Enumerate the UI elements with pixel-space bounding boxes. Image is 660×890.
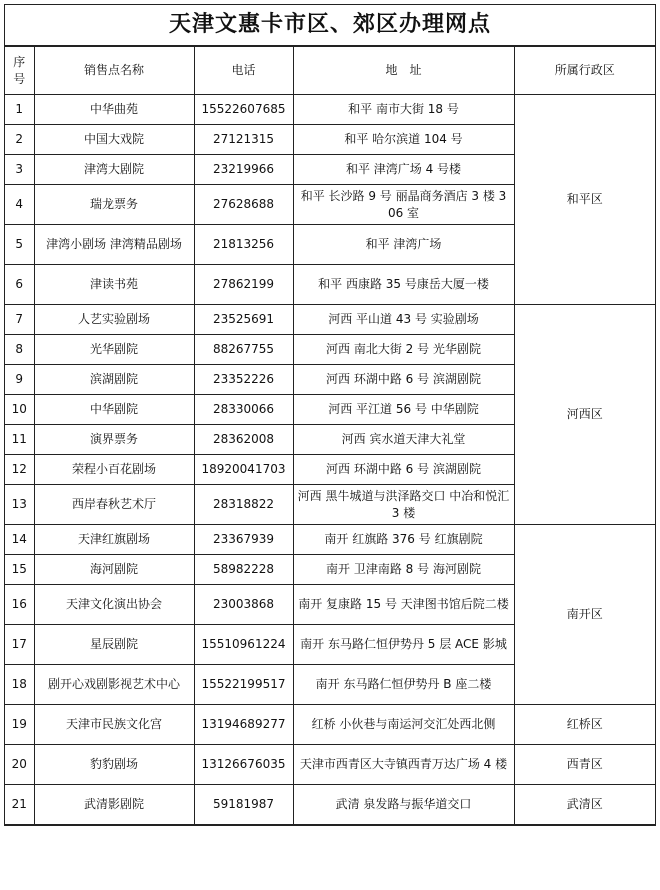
row-no: 10 (5, 395, 34, 425)
table-row (5, 745, 655, 785)
outlet-name: 瑞龙票务 (34, 185, 194, 225)
outlet-phone: 23367939 (194, 525, 293, 555)
outlet-name: 人艺实验剧场 (34, 305, 194, 335)
row-no: 21 (5, 785, 34, 825)
document-sheet (4, 4, 656, 826)
row-no: 20 (5, 745, 34, 785)
outlet-address: 和平 哈尔滨道 104 号 (293, 125, 514, 155)
outlet-phone: 58982228 (194, 555, 293, 585)
outlet-address: 和平 南市大街 18 号 (293, 95, 514, 125)
outlet-address: 南开 红旗路 376 号 红旗剧院 (293, 525, 514, 555)
outlet-name: 滨湖剧院 (34, 365, 194, 395)
row-no: 11 (5, 425, 34, 455)
outlet-phone: 27628688 (194, 185, 293, 225)
table-row (5, 305, 655, 335)
district-cell: 和平区 (514, 95, 655, 305)
row-no: 7 (5, 305, 34, 335)
outlet-address: 和平 西康路 35 号康岳大厦一楼 (293, 265, 514, 305)
outlet-address: 和平 津湾广场 4 号楼 (293, 155, 514, 185)
outlet-phone: 18920041703 (194, 455, 293, 485)
outlet-phone: 15522607685 (194, 95, 293, 125)
row-no: 5 (5, 225, 34, 265)
outlet-address: 南开 卫津南路 8 号 海河剧院 (293, 555, 514, 585)
outlet-name: 武清影剧院 (34, 785, 194, 825)
outlet-name: 中华曲苑 (34, 95, 194, 125)
outlet-phone: 21813256 (194, 225, 293, 265)
row-no: 13 (5, 485, 34, 525)
row-no: 18 (5, 665, 34, 705)
district-cell: 南开区 (514, 525, 655, 705)
row-no: 6 (5, 265, 34, 305)
table-row (5, 95, 655, 125)
header-address: 地 址 (293, 47, 514, 95)
district-cell: 武清区 (514, 785, 655, 825)
outlets-table (5, 46, 655, 825)
outlet-name: 天津市民族文化宫 (34, 705, 194, 745)
outlet-address: 南开 东马路仁恒伊势丹 B 座二楼 (293, 665, 514, 705)
outlet-phone: 13126676035 (194, 745, 293, 785)
outlet-name: 海河剧院 (34, 555, 194, 585)
outlet-phone: 13194689277 (194, 705, 293, 745)
row-no: 2 (5, 125, 34, 155)
row-no: 12 (5, 455, 34, 485)
header-name: 销售点名称 (34, 47, 194, 95)
outlet-address: 河西 环湖中路 6 号 滨湖剧院 (293, 455, 514, 485)
outlet-name: 西岸春秋艺术厅 (34, 485, 194, 525)
outlet-address: 河西 平江道 56 号 中华剧院 (293, 395, 514, 425)
row-no: 3 (5, 155, 34, 185)
outlet-phone: 27862199 (194, 265, 293, 305)
outlet-name: 星辰剧院 (34, 625, 194, 665)
outlet-phone: 88267755 (194, 335, 293, 365)
outlet-name: 荣程小百花剧场 (34, 455, 194, 485)
outlet-name: 天津红旗剧场 (34, 525, 194, 555)
outlet-address: 河西 环湖中路 6 号 滨湖剧院 (293, 365, 514, 395)
outlet-phone: 23219966 (194, 155, 293, 185)
outlet-name: 中华剧院 (34, 395, 194, 425)
outlet-phone: 15522199517 (194, 665, 293, 705)
outlet-address: 南开 复康路 15 号 天津图书馆后院二楼 (293, 585, 514, 625)
row-no: 14 (5, 525, 34, 555)
outlet-address: 和平 津湾广场 (293, 225, 514, 265)
outlet-name: 剧开心戏剧影视艺术中心 (34, 665, 194, 705)
district-cell: 西青区 (514, 745, 655, 785)
outlet-address: 和平 长沙路 9 号 丽晶商务酒店 3 楼 306 室 (293, 185, 514, 225)
table-row (5, 525, 655, 555)
table-row (5, 705, 655, 745)
outlet-name: 津湾大剧院 (34, 155, 194, 185)
outlet-name: 中国大戏院 (34, 125, 194, 155)
district-cell: 河西区 (514, 305, 655, 525)
row-no: 19 (5, 705, 34, 745)
row-no: 1 (5, 95, 34, 125)
outlet-address: 红桥 小伙巷与南运河交汇处西北侧 (293, 705, 514, 745)
outlet-phone: 59181987 (194, 785, 293, 825)
outlet-name: 津读书苑 (34, 265, 194, 305)
outlet-name: 天津文化演出协会 (34, 585, 194, 625)
row-no: 8 (5, 335, 34, 365)
outlet-name: 演界票务 (34, 425, 194, 455)
row-no: 15 (5, 555, 34, 585)
outlet-address: 武清 泉发路与振华道交口 (293, 785, 514, 825)
outlet-phone: 23352226 (194, 365, 293, 395)
outlet-phone: 27121315 (194, 125, 293, 155)
outlet-name: 豹豹剧场 (34, 745, 194, 785)
district-cell: 红桥区 (514, 705, 655, 745)
outlet-address: 南开 东马路仁恒伊势丹 5 层 ACE 影城 (293, 625, 514, 665)
row-no: 17 (5, 625, 34, 665)
outlet-address: 河西 黑牛城道与洪泽路交口 中冶和悦汇 3 楼 (293, 485, 514, 525)
header-district: 所属行政区 (514, 47, 655, 95)
outlet-address: 天津市西青区大寺镇西青万达广场 4 楼 (293, 745, 514, 785)
outlet-phone: 28362008 (194, 425, 293, 455)
outlet-phone: 23003868 (194, 585, 293, 625)
outlet-name: 津湾小剧场 津湾精品剧场 (34, 225, 194, 265)
table-row (5, 785, 655, 825)
header-no: 序号 (5, 47, 34, 95)
outlet-address: 河西 南北大街 2 号 光华剧院 (293, 335, 514, 365)
header-phone: 电话 (194, 47, 293, 95)
outlet-name: 光华剧院 (34, 335, 194, 365)
outlet-address: 河西 平山道 43 号 实验剧场 (293, 305, 514, 335)
table-header-row (5, 47, 655, 95)
row-no: 4 (5, 185, 34, 225)
page-title: 天津文惠卡市区、郊区办理网点 (5, 5, 655, 46)
outlet-phone: 28318822 (194, 485, 293, 525)
row-no: 16 (5, 585, 34, 625)
row-no: 9 (5, 365, 34, 395)
outlet-phone: 15510961224 (194, 625, 293, 665)
outlet-phone: 28330066 (194, 395, 293, 425)
outlet-address: 河西 宾水道天津大礼堂 (293, 425, 514, 455)
outlet-phone: 23525691 (194, 305, 293, 335)
